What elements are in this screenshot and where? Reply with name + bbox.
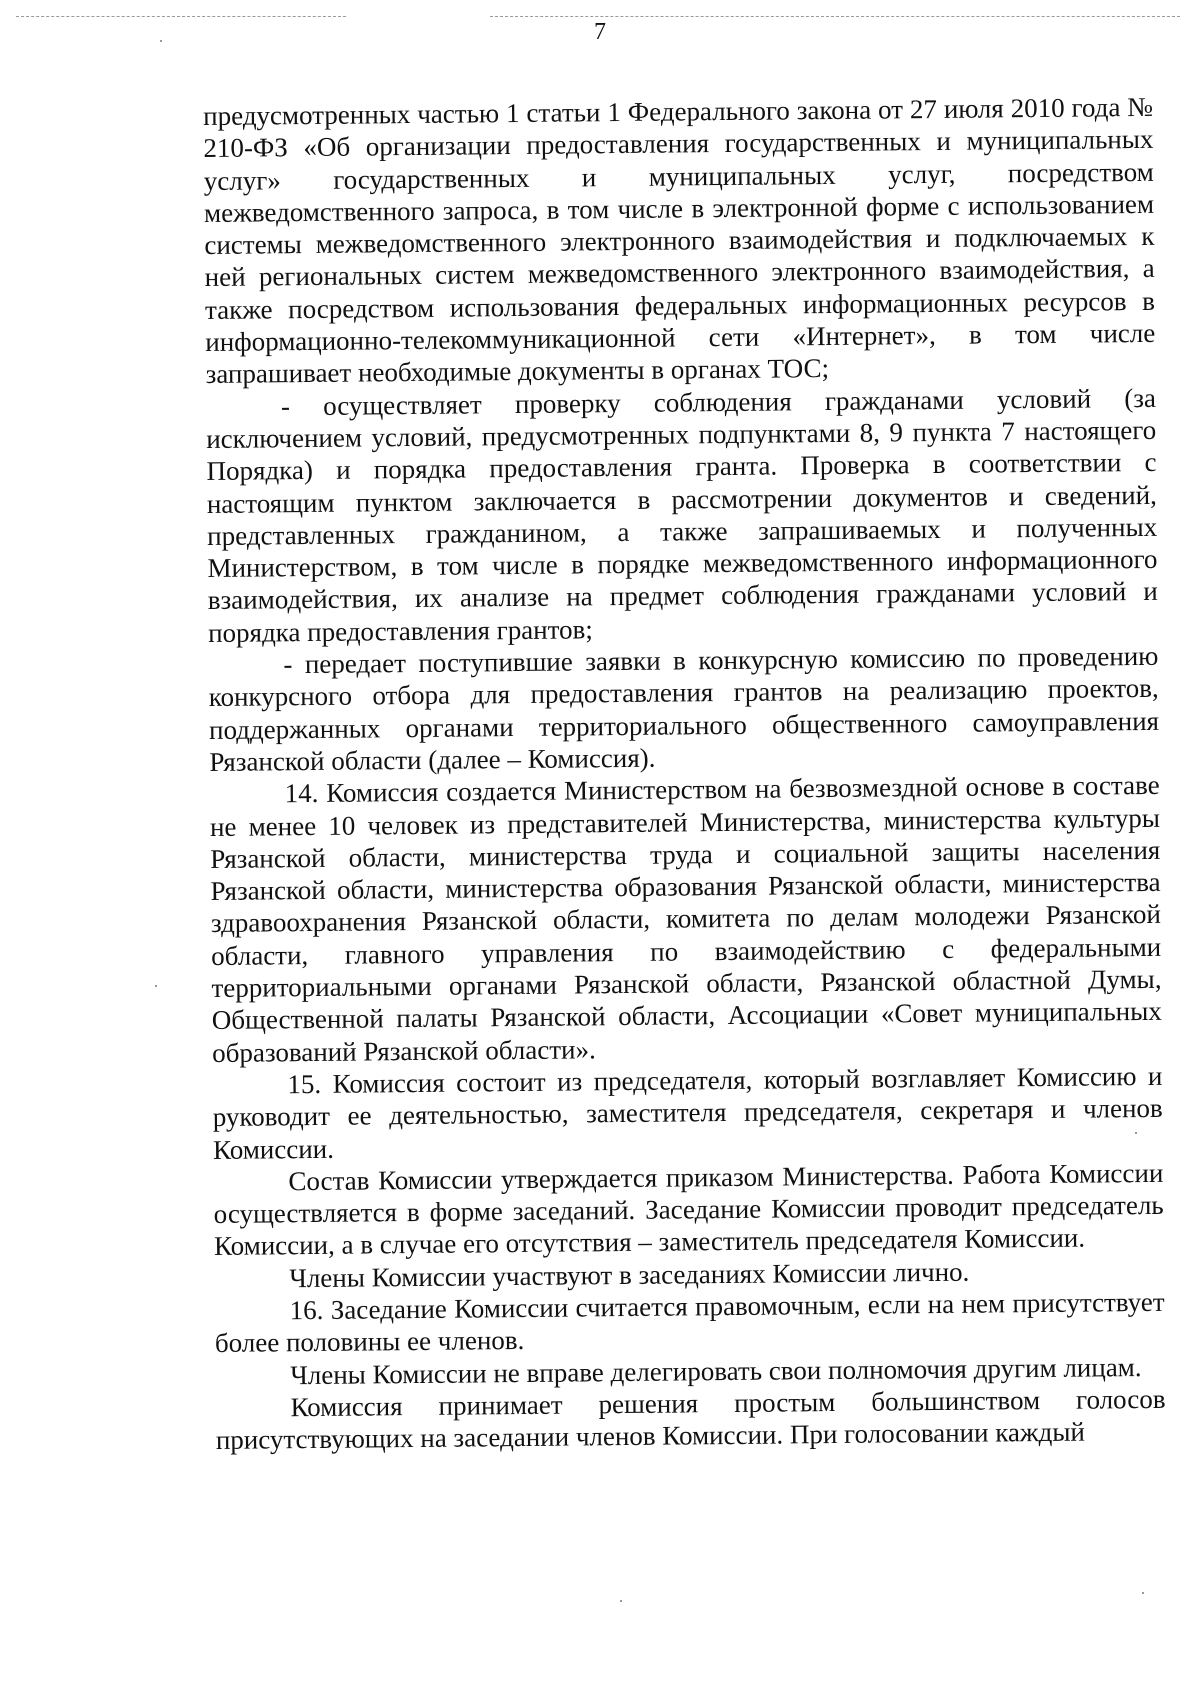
- document-body: [203, 91, 1166, 1457]
- scan-speck: [155, 985, 157, 987]
- paragraph-9: Члены Комиссии не вправе делегировать свои полномочия другим лицам.: [290, 1351, 1142, 1390]
- scan-border-line-right: [490, 16, 1180, 17]
- scan-speck: [620, 1600, 622, 1602]
- scan-speck: [1142, 1592, 1144, 1594]
- page-number: 7: [594, 19, 606, 45]
- paragraph-3: - передает поступившие заявки в конкурсную комиссию по проведению конкурсного отбора для предоставления грантов на реализацию проектов, поддержанных органами территориального общественного самоуправления Рязанской области (далее – Комиссия).: [208, 640, 1160, 777]
- paragraph-4: 14. Комиссия создается Министерством на безвозмездной основе в составе не менее 10 человек из представителей Министерства, министерства культуры Рязанской области, министерства труда и социальной защиты населения Рязанской области, министерства образования Рязанской области, министерства здравоохранения Рязанской области, комитета по делам молодежи Рязанской области, главного управления по взаимодействию с федеральными территориальными органами Рязанской области, Рязанской областной Думы, Общественной палаты Рязанской области, Ассоциации «Совет муниципальных образований Рязанской области».: [209, 770, 1162, 1068]
- paragraph-5: 15. Комиссия состоит из председателя, который возглавляет Комиссию и руководит ее деятельностью, заместителя председателя, секретаря и членов Комиссии.: [212, 1060, 1163, 1165]
- scan-speck: [160, 40, 162, 42]
- paragraph-2: - осуществляет проверку соблюдения гражданами условий (за исключением условий, предусмотренных подпунктами 8, 9 пункта 7 настоящего Порядка) и порядка предоставления гранта. Проверка в соответствии с настоящим пунктом заключается в рассмотрении документов и сведений, представленных гражданином, а также запрашиваемых и полученных Министерством, в том числе в порядке межведомственного информационного взаимодействия, их анализе на предмет соблюдения гражданами условий и порядка предоставления грантов;: [206, 382, 1158, 648]
- scan-speck: [1135, 1132, 1137, 1134]
- paragraph-6: Состав Комиссии утверждается приказом Министерства. Работа Комиссии осуществляется в форме заседаний. Заседание Комиссии проводит председатель Комиссии, а в случае его отсутствия – заместитель председателя Комиссии.: [213, 1157, 1164, 1262]
- paragraph-10: Комиссия принимает решения простым большинством голосов присутствующих на заседании членов Комиссии. При голосовании каждый: [215, 1383, 1166, 1456]
- scan-border-line-left: [16, 16, 346, 17]
- paragraph-7: Члены Комиссии участвуют в заседаниях Комиссии лично.: [289, 1256, 970, 1293]
- paragraph-8: 16. Заседание Комиссии считается правомочным, если на нем присутствует более половины ее членов.: [214, 1286, 1165, 1359]
- paragraph-1: предусмотренных частью 1 статьи 1 Федерального закона от 27 июля 2010 года № 210-ФЗ «Об организации предоставления государственных и муниципальных услуг» государственных и муниципальных услуг, посредством межведомственного запроса, в том числе в электронной форме с использованием системы межведомственного электронного взаимодействия и подключаемых к ней региональных систем межведомственного электронного взаимодействия, а также посредством использования федеральных информационных ресурсов в информационно-телекоммуникационной сети «Интернет», в том числе запрашивает необходимые документы в органах ТОС;: [203, 91, 1156, 390]
